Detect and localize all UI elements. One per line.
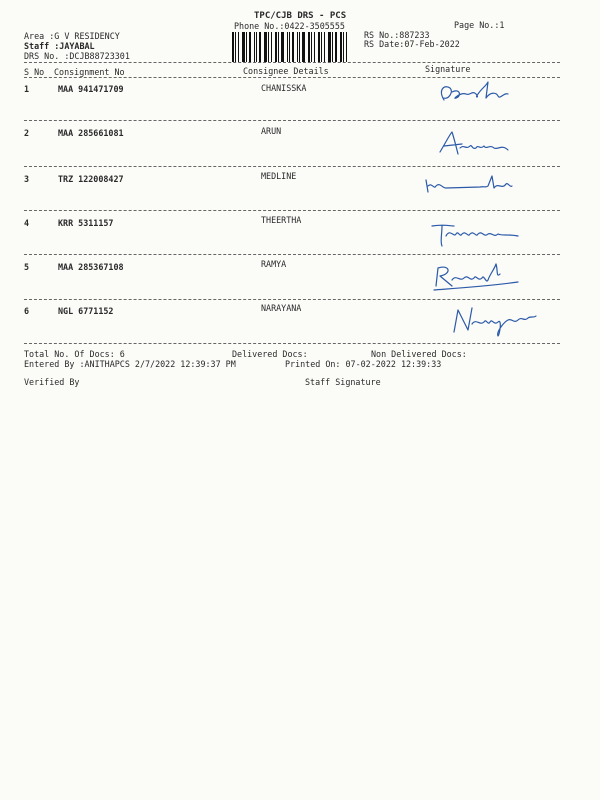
staff-signature: Staff Signature — [305, 377, 381, 387]
row-sno: 1 — [24, 84, 30, 94]
column-header-sno: S No — [24, 67, 45, 77]
rs-date: RS Date:07-Feb-2022 — [364, 39, 460, 49]
row-sno: 5 — [24, 262, 30, 272]
signature-image — [450, 304, 540, 338]
area-label: Area :G V RESIDENCY — [24, 31, 120, 41]
row-sno: 6 — [24, 306, 30, 316]
drs-number: DRS No. :DCJB88723301 — [24, 51, 130, 61]
row-consignment: NGL 6771152 — [58, 306, 114, 316]
phone-number: Phone No.:0422-3505555 — [234, 21, 345, 31]
divider-line — [24, 299, 560, 300]
divider-line — [24, 62, 560, 63]
column-header-signature: Signature — [425, 64, 471, 74]
row-consignee: THEERTHA — [261, 215, 302, 225]
row-consignee: RAMYA — [261, 259, 287, 269]
row-consignment: KRR 5311157 — [58, 218, 114, 228]
row-sno: 2 — [24, 128, 30, 138]
non-delivered-docs: Non Delivered Docs: — [371, 349, 467, 359]
row-consignment: MAA 941471709 — [58, 84, 124, 94]
row-consignee: NARAYANA — [261, 303, 302, 313]
signature-image — [436, 128, 526, 160]
row-consignment: TRZ 122008427 — [58, 174, 124, 184]
signature-image — [430, 218, 526, 250]
verified-by: Verified By — [24, 377, 80, 387]
printed-on: Printed On: 07-02-2022 12:39:33 — [285, 359, 442, 369]
staff-label: Staff :JAYABAL — [24, 41, 95, 51]
row-consignee: ARUN — [261, 126, 282, 136]
barcode-image — [232, 32, 350, 62]
total-docs: Total No. Of Docs: 6 — [24, 349, 125, 359]
divider-line — [24, 254, 560, 255]
delivered-docs: Delivered Docs: — [232, 349, 308, 359]
entered-by: Entered By :ANITHAPCS 2/7/2022 12:39:37 PM — [24, 359, 236, 369]
signature-image — [430, 78, 520, 108]
row-sno: 4 — [24, 218, 30, 228]
row-consignee: MEDLINE — [261, 171, 297, 181]
row-consignee: CHANISSKA — [261, 83, 307, 93]
rs-number: RS No.:887233 — [364, 30, 430, 40]
row-consignment: MAA 285661081 — [58, 128, 124, 138]
divider-line — [24, 343, 560, 344]
row-consignment: MAA 285367108 — [58, 262, 124, 272]
signature-image — [422, 172, 522, 198]
divider-line — [24, 120, 560, 121]
column-header-consignee: Consignee Details — [243, 66, 329, 76]
column-header-consignment: Consignment No — [54, 67, 125, 77]
row-sno: 3 — [24, 174, 30, 184]
page-number: Page No.:1 — [454, 20, 505, 30]
divider-line — [24, 166, 560, 167]
document-title: TPC/CJB DRS - PCS — [254, 11, 347, 21]
signature-image — [430, 260, 526, 296]
divider-line — [24, 210, 560, 211]
